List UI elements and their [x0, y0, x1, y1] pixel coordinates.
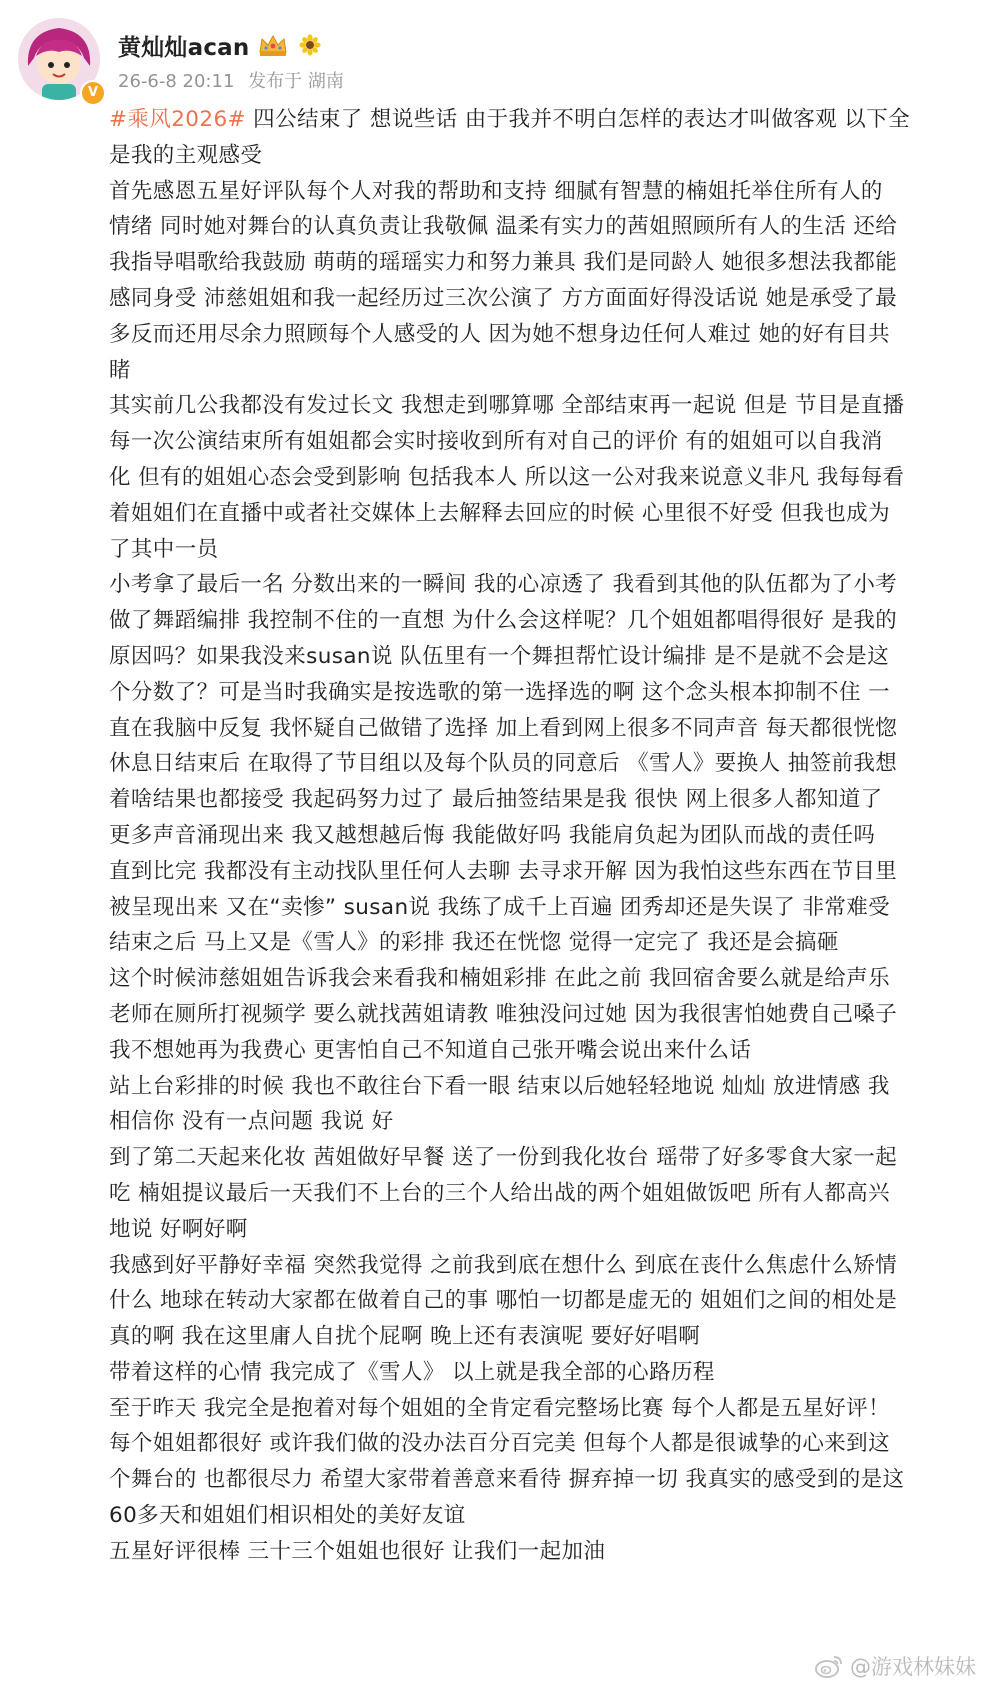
post-line: 感同身受 沛慈姐姐和我一起经历过三次公演了 方方面面好得没话说 她是承受了最 [109, 285, 898, 311]
post-line: 相信你 没有一点问题 我说 好 [109, 1109, 394, 1135]
post-line: 化 但有的姐姐心态会受到影响 包括我本人 所以这一公对我来说意义非凡 我每每看 [109, 464, 905, 490]
weibo-logo-icon [814, 1653, 844, 1679]
post-line: 个舞台的 也都很尽力 希望大家带着善意来看待 摒弃掉一切 我真实的感受到的是这 [109, 1467, 905, 1493]
post-line: 着啥结果也都接受 我起码努力过了 最后抽签结果是我 很快 网上很多人都知道了 [109, 787, 883, 813]
post-line: 吃 楠姐提议最后一天我们不上台的三个人给出战的两个姐姐做饭吧 所有人都高兴 [109, 1180, 890, 1206]
post-line: 多反而还用尽余力照顾每个人感受的人 因为她不想身边任何人难过 她的好有目共 [109, 321, 890, 347]
post-line: 个分数了？可是当时我确实是按选歌的第一选择选的啊 这个念头根本抑制不住 一 [109, 679, 890, 705]
post-line: 每一次公演结束所有姐姐都会实时接收到所有对自己的评价 有的姐姐可以自我消 [109, 429, 883, 455]
post-line: #乘风2026# 四公结束了 想说些话 由于我并不明白怎样的表达才叫做客观 以下全 [109, 107, 910, 132]
hashtag-link[interactable]: #乘风2026# [109, 107, 246, 132]
post-line: 睹 [109, 357, 131, 383]
post-line: 着姐姐们在直播中或者社交媒体上去解释去回应的时候 心里很不好受 但我也成为 [109, 500, 890, 526]
post-line: 直到比完 我都没有主动找队里任何人去聊 去寻求开解 因为我怕这些东西在节目里 [109, 858, 898, 884]
post-timestamp: 26-6-8 20:11 [118, 71, 235, 92]
post-line: 站上台彩排的时候 我也不敢往台下看一眼 结束以后她轻轻地说 灿灿 放进情感 我 [109, 1073, 890, 1099]
crown-icon [257, 32, 289, 58]
post-line: 五星好评很棒 三十三个姐姐也很好 让我们一起加油 [109, 1538, 606, 1564]
post-line: 60多天和姐姐们相识相处的美好友谊 [109, 1503, 466, 1529]
post-line: 被呈现出来 又在“卖惨” susan说 我练了成千上百遍 团秀却还是失误了 非常难受 [109, 894, 891, 920]
post-line: 了其中一员 [109, 536, 219, 562]
author-line [118, 28, 321, 62]
post-line: 这个时候沛慈姐姐告诉我会来看我和楠姐彩排 在此之前 我回宿舍要么就是给声乐 [109, 966, 890, 992]
post-line: 首先感恩五星好评队每个人对我的帮助和支持 细腻有智慧的楠姐托举住所有人的 [109, 178, 883, 204]
post-line: 休息日结束后 在取得了节目组以及每个队员的同意后 《雪人》要换人 抽签前我想 [109, 751, 898, 777]
post-line: 直在我脑中反复 我怀疑自己做错了选择 加上看到网上很多不同声音 每天都很恍惚 [109, 715, 898, 741]
post-line: 我感到好平静好幸福 突然我觉得 之前我到底在想什么 到底在丧什么焦虑什么矫情 [109, 1252, 898, 1278]
post-location: 发布于 湖南 [248, 71, 344, 92]
post-line: 做了舞蹈编排 我控制不住的一直想 为什么会这样呢？几个姐姐都唱得很好 是我的 [109, 608, 898, 634]
post-content [109, 102, 924, 1570]
post-line: 我指导唱歌给我鼓励 萌萌的瑶瑶实力和努力兼具 我们是同龄人 她很多想法我都能 [109, 250, 898, 276]
post-line: 老师在厕所打视频学 要么就找茜姐请教 唯独没问过她 因为我很害怕她费自己嗓子 [109, 1001, 898, 1027]
post-line: 原因吗？如果我没来susan说 队伍里有一个舞担帮忙设计编排 是不是就不会是这 [109, 643, 890, 669]
post-header [18, 18, 978, 108]
post-line: 是我的主观感受 [109, 142, 263, 168]
post-line: 真的啊 我在这里庸人自扰个屁啊 晚上还有表演呢 要好好唱啊 [109, 1324, 701, 1350]
post-line: 带着这样的心情 我完成了《雪人》 以上就是我全部的心路历程 [109, 1359, 715, 1385]
author-name[interactable]: 黄灿灿acan [118, 34, 250, 61]
post-line: 什么 地球在转动大家都在做着自己的事 哪怕一切都是虚无的 姐姐们之间的相处是 [109, 1288, 898, 1314]
post-line: 地说 好啊好啊 [109, 1216, 248, 1242]
verified-badge: V [80, 80, 106, 106]
watermark-text: @游戏林妹妹 [850, 1655, 976, 1679]
post-line: 小考拿了最后一名 分数出来的一瞬间 我的心凉透了 我看到其他的队伍都为了小考 [109, 572, 898, 598]
post-line: 情绪 同时她对舞台的认真负责让我敬佩 温柔有实力的茜姐照顾所有人的生活 还给 [109, 214, 898, 240]
post-line: 至于昨天 我完全是抱着对每个姐姐的全肯定看完整场比赛 每个人都是五星好评！ [109, 1395, 890, 1421]
post-line: 结束之后 马上又是《雪人》的彩排 我还在恍惚 觉得一定完了 我还是会搞砸 [109, 930, 839, 956]
post-line: 到了第二天起来化妆 茜姐做好早餐 送了一份到我化妆台 瑶带了好多零食大家一起 [109, 1145, 898, 1171]
post-line: 其实前几公我都没有发过长文 我想走到哪算哪 全部结束再一起说 但是 节目是直播 [109, 393, 905, 419]
post-line: 更多声音涌现出来 我又越想越后悔 我能做好吗 我能肩负起为团队而战的责任吗 [109, 822, 876, 848]
post-meta [118, 67, 352, 93]
sunflower-icon [299, 34, 321, 56]
post-line: 每个姐姐都很好 或许我们做的没办法百分百完美 但每个人都是很诚挚的心来到这 [109, 1431, 890, 1457]
watermark [814, 1651, 976, 1681]
post-line: 我不想她再为我费心 更害怕自己不知道自己张开嘴会说出来什么话 [109, 1037, 752, 1063]
